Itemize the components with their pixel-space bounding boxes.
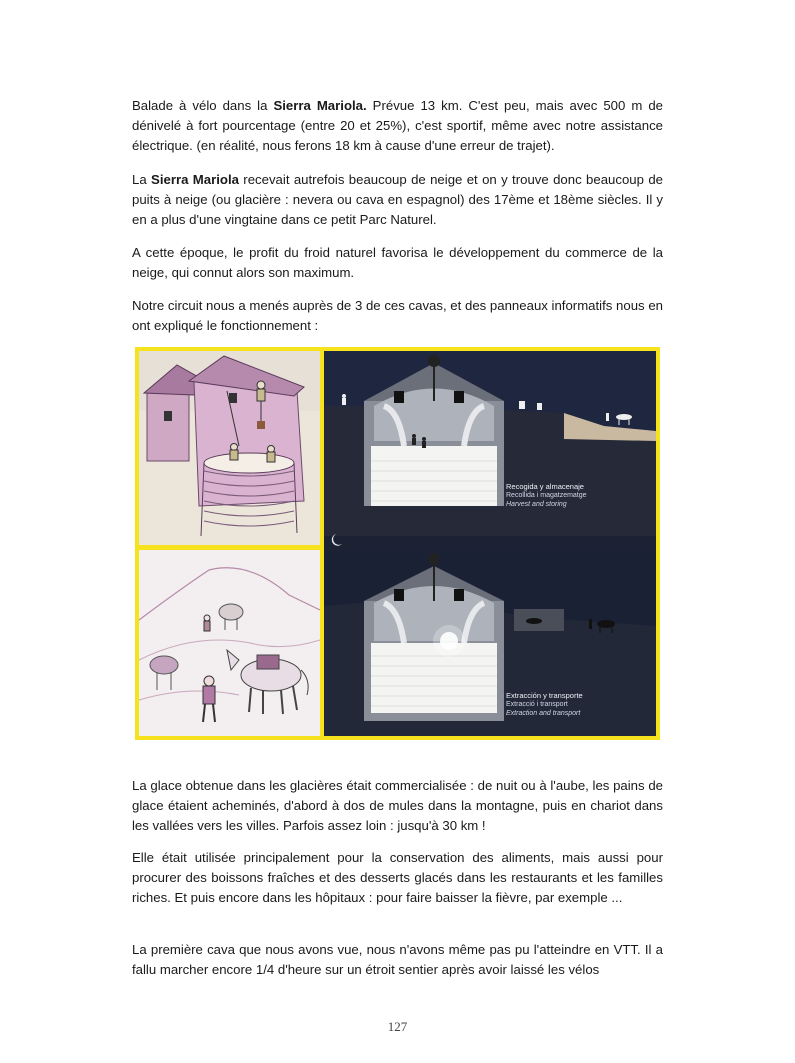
sketch-mule-transport [139,550,320,736]
caption-harvest [506,482,587,509]
infographic-panel [324,351,656,736]
paragraph-utilisation: Elle était utilisée principalement pour la conservation des aliments, mais aussi pour procurer des boissons fraîches et des desserts glacés dans les restaurants et les familles riches. Et puis encore dans les hôpitaux : pour faire baisser la fièvre, par exemple ... [132,850,663,905]
caption-extraction-en: Extraction and transport [506,710,581,717]
paragraph-glace: La glace obtenue dans les glacières était commercialisée : de nuit ou à l'aube, les pains de glace étaient acheminés, d'abord à dos de mules dans la montagne, puis en chariot dans les vallées vers les villes. Parfois assez loin : jusqu'à 30 km ! [132,778,663,833]
caption-harvest-en: Harvest and storing [506,501,567,508]
caption-extraction [506,691,583,718]
page-number: 127 [387,1019,408,1034]
paragraph-sierra: La Sierra Mariola recevait autrefois beaucoup de neige et on y trouve donc beaucoup de puits à neige (ou glacière : nevera ou cava en espagnol) des 17ème et 18ème siècles. Il y en a plus d'une vingtaine dans ce petit Parc Naturel. [132,172,663,227]
paragraph-circuit: Notre circuit nous a menés auprès de 3 de ces cavas, et des panneaux informatifs nous en ont expliqué le fonctionnement : [132,298,663,333]
sketch-snow-well [139,351,320,545]
caption-extraction-ca: Extracció i transport [506,701,568,708]
caption-harvest-es: Recogida y almacenaje [506,482,584,491]
caption-extraction-es: Extracción y transporte [506,691,583,700]
paragraph-premiere-cava: La première cava que nous avons vue, nous n'avons même pas pu l'atteindre en VTT. Il a fallu marcher encore 1/4 d'heure sur un étroit sentier après avoir laissé les vélos [132,942,663,977]
snow-well-collage [135,347,660,740]
caption-harvest-ca: Recollida i magatzematge [506,492,587,499]
paragraph-epoque: A cette époque, le profit du froid naturel favorisa le développement du commerce de la neige, qui connut alors son maximum. [132,245,663,280]
paragraph-intro: Balade à vélo dans la Sierra Mariola. Prévue 13 km. C'est peu, mais avec 500 m de dénivelé à fort pourcentage (entre 20 et 25%), c'est sportif, même avec notre assistance électrique. (en réalité, nous ferons 18 km à cause d'une erreur de trajet). [132,98,663,153]
